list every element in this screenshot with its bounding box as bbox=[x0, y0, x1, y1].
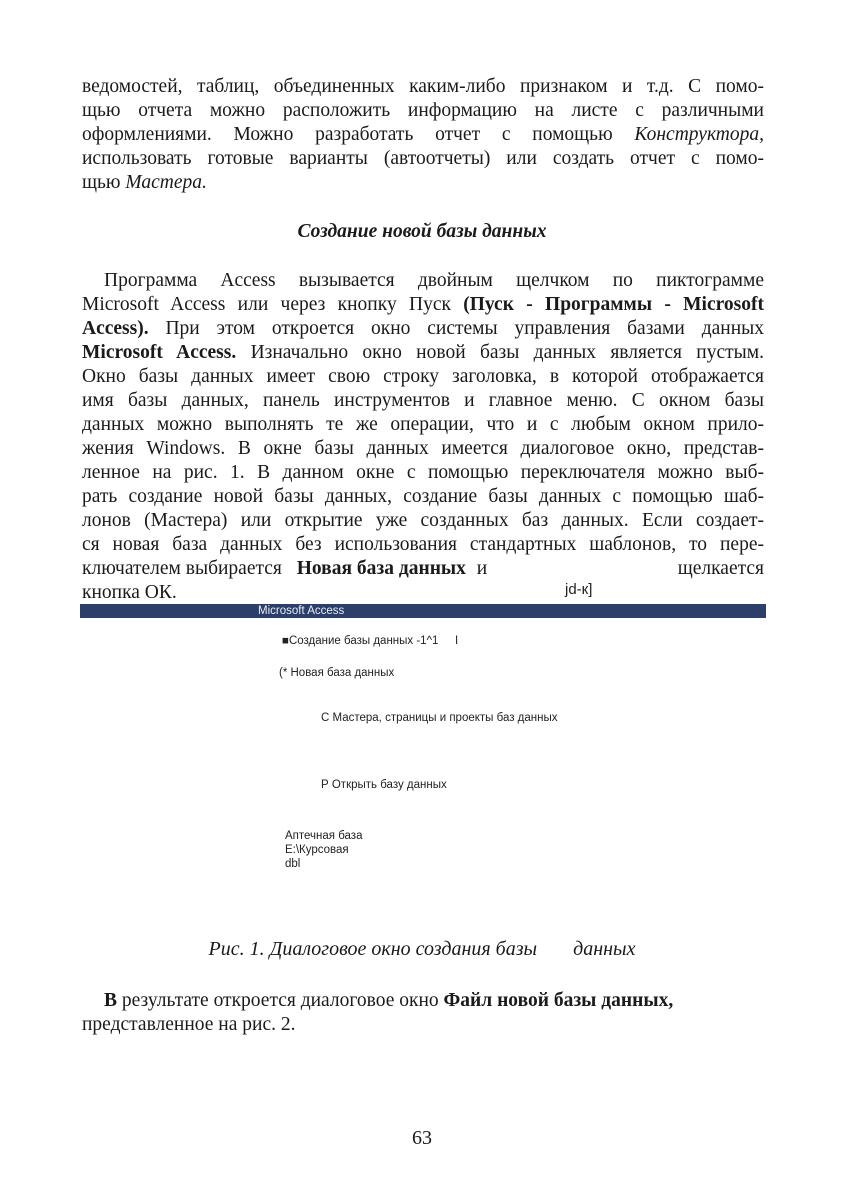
radio-wizards[interactable]: С Мастера, страницы и проекты баз данных bbox=[321, 712, 558, 724]
caption-text: Рис. 1. Диалоговое окно создания базы bbox=[208, 938, 538, 960]
text-run: результате откроется диалоговое окно bbox=[121, 990, 439, 1011]
text-run: щью bbox=[82, 172, 121, 193]
text-line bbox=[104, 989, 764, 1013]
dialog-header-mark: I bbox=[455, 635, 459, 647]
page-number: 63 bbox=[412, 1127, 432, 1149]
bold-text: Новая база данных bbox=[296, 558, 466, 579]
text-run: ключателем выбирается bbox=[82, 558, 282, 579]
text-line: использовать готовые варианты (автоотчеты) или создать отчет с помо- bbox=[82, 148, 764, 169]
stray-label: jd-к] bbox=[565, 581, 593, 598]
recent-file-item[interactable]: Аптечная база bbox=[285, 830, 363, 842]
bold-text: (Пуск - Программы - Microsoft bbox=[463, 294, 764, 315]
dialog-titlebar bbox=[80, 604, 766, 618]
text-line: представленное на рис. 2. bbox=[82, 1014, 296, 1035]
caption-text: данных bbox=[573, 938, 636, 960]
text-line: имя базы данных, панель инструментов и главное меню. С окном базы bbox=[82, 390, 764, 411]
text-line: кнопка ОК. bbox=[82, 582, 177, 603]
text-line bbox=[82, 317, 764, 341]
bold-text: Файл новой базы данных, bbox=[443, 990, 674, 1011]
text-line bbox=[82, 293, 764, 317]
bold-text: Access). bbox=[82, 318, 149, 339]
bold-text: Microsoft Access. bbox=[82, 342, 237, 363]
text-line: ся новая база данных без использования стандартных шаблонов, то пере- bbox=[82, 534, 764, 555]
dialog-title: Microsoft Access bbox=[258, 605, 345, 617]
text-run: Изначально окно новой базы данных является пустым. bbox=[250, 342, 764, 363]
text-line: Окно базы данных имеет свою строку заголовка, в которой отображается bbox=[82, 366, 764, 387]
text-line: щелкается bbox=[677, 558, 764, 579]
emphasis: Конструктора, bbox=[634, 124, 765, 145]
text-line: данных можно выполнять те же операции, что и с любым окном прило- bbox=[82, 414, 764, 435]
section-heading: Создание новой базы данных bbox=[297, 221, 547, 242]
text-run: оформлениями. Можно разработать отчет с помощью bbox=[82, 124, 613, 145]
text-line: ленное на рис. 1. В данном окне с помощью переключателя можно выб- bbox=[82, 462, 764, 483]
figure-caption bbox=[0, 938, 844, 961]
text-line bbox=[82, 341, 764, 365]
text-line bbox=[82, 171, 764, 195]
text-run: и bbox=[476, 558, 488, 579]
text-line: рать создание новой базы данных, создание базы данных с помощью шаб- bbox=[82, 486, 764, 507]
text-line bbox=[82, 123, 764, 147]
text-run: Microsoft Access или через кнопку Пуск bbox=[82, 294, 451, 315]
text-line: щью отчета можно расположить информацию на листе с различными bbox=[82, 100, 764, 121]
emphasis: Мастера. bbox=[125, 172, 207, 193]
radio-open-database[interactable]: Р Открыть базу данных bbox=[321, 779, 447, 791]
dialog-header: ■Создание базы данных -1^1 bbox=[282, 635, 439, 647]
text-line: Программа Access вызывается двойным щелчком по пиктограмме bbox=[104, 270, 764, 291]
text-line: лонов (Мастера) или открытие уже созданных баз данных. Если создает- bbox=[82, 510, 764, 531]
recent-file-item[interactable]: dbl bbox=[285, 858, 301, 870]
radio-new-database[interactable]: (* Новая база данных bbox=[279, 667, 395, 679]
bold-text: В bbox=[104, 990, 118, 1011]
text-line: жения Windows. В окне базы данных имеется диалоговое окно, представ- bbox=[82, 438, 764, 459]
text-line: ведомостей, таблиц, объединенных каким-либо признаком и т.д. С помо- bbox=[82, 76, 764, 97]
recent-file-item[interactable]: Е:\Курсовая bbox=[285, 844, 349, 856]
text-run: При этом откроется окно системы управления базами данных bbox=[165, 318, 765, 339]
